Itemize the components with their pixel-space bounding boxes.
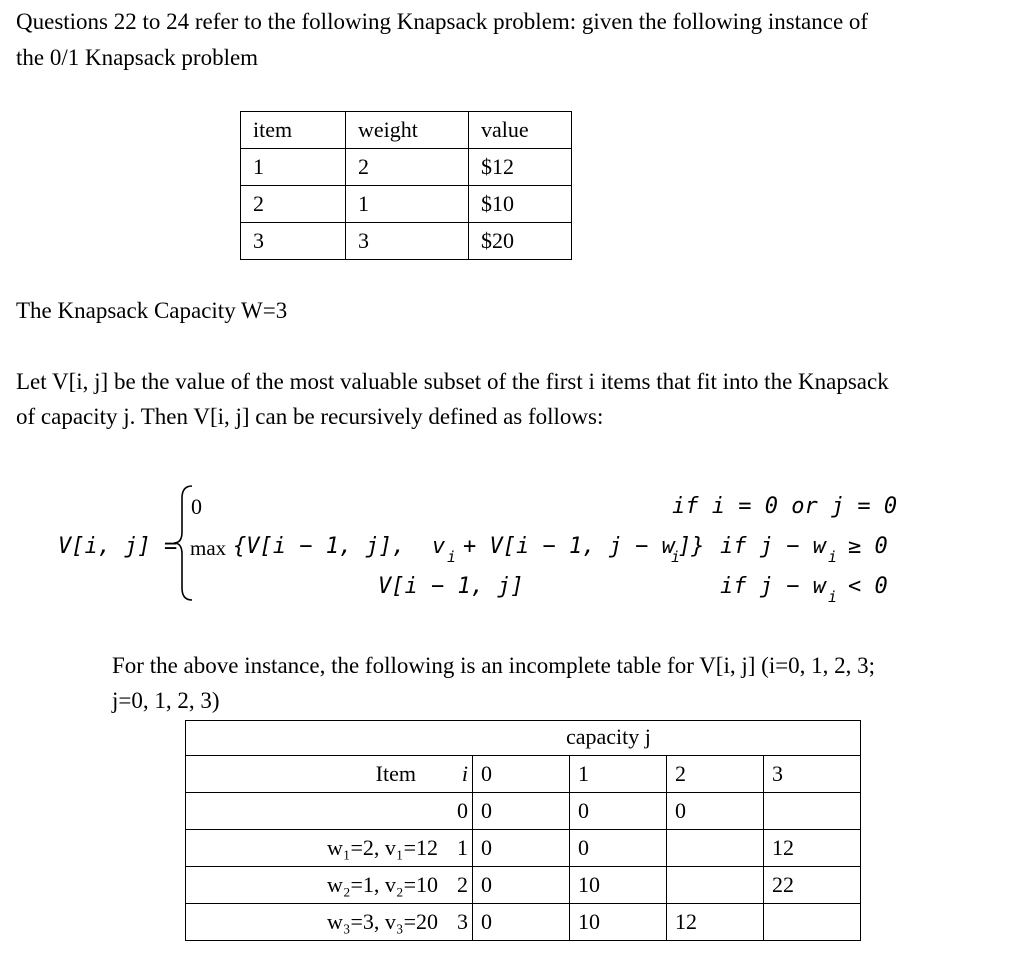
- definition-line-1: Let V[i, j] be the value of the most valuable subset of the first i items that fit into the Knapsack: [16, 369, 889, 394]
- case2-condition-rhs: ≥ 0: [848, 534, 888, 559]
- cell-weight: 1: [346, 186, 469, 223]
- cell-weight: 3: [346, 223, 469, 260]
- v-cell: 0: [473, 904, 570, 941]
- item-table-header: [241, 112, 572, 149]
- case2-term-a: {V[i − 1, j],: [233, 534, 406, 559]
- case2-term-d: ]}: [678, 534, 705, 559]
- header-weight: weight: [346, 112, 469, 149]
- v-cell: 10: [570, 904, 667, 941]
- v-cell: [764, 904, 861, 941]
- row-label: w₃=3, v₃=20: [186, 904, 447, 941]
- row-i: 1: [446, 830, 473, 867]
- row-i: 2: [446, 867, 473, 904]
- case3-condition-sub: i: [828, 588, 838, 606]
- cell-value: $12: [469, 149, 572, 186]
- case3-condition-rhs: < 0: [848, 574, 888, 599]
- cell-item: 1: [241, 149, 346, 186]
- v-cell: 22: [764, 867, 861, 904]
- instance-line-2: j=0, 1, 2, 3): [112, 688, 220, 713]
- v-cell: 0: [667, 793, 764, 830]
- intro-line-2: the 0/1 Knapsack problem: [16, 45, 259, 70]
- v-cell: 0: [570, 793, 667, 830]
- case2-condition-sub: i: [828, 548, 838, 566]
- case3-value: V[i − 1, j]: [378, 574, 524, 599]
- capacity-text: The Knapsack Capacity W=3: [16, 298, 288, 323]
- j-header: 2: [667, 756, 764, 793]
- case2-term-c: + V[i − 1, j − w: [463, 534, 675, 559]
- intro-line-1: Questions 22 to 24 refer to the following Knapsack problem: given the following instance of: [16, 9, 869, 34]
- item-table: [240, 111, 572, 260]
- table-row: [186, 793, 861, 830]
- table-row: [186, 830, 861, 867]
- v-cell: [667, 867, 764, 904]
- row-label: [186, 793, 447, 830]
- cell-item: 3: [241, 223, 346, 260]
- v-cell: 0: [473, 793, 570, 830]
- v-cell: 0: [570, 830, 667, 867]
- table-row: [241, 223, 572, 260]
- v-cell: 0: [473, 867, 570, 904]
- row-label: w₁=2, v₁=12: [186, 830, 447, 867]
- header-value: value: [469, 112, 572, 149]
- cell-value: $10: [469, 186, 572, 223]
- row-i: 0: [446, 793, 473, 830]
- case1-value: 0: [191, 494, 202, 519]
- case1-condition: if i = 0 or j = 0: [672, 494, 898, 519]
- recursive-formula: [0, 480, 1024, 610]
- table-row: [241, 186, 572, 223]
- v-table: [185, 720, 861, 941]
- instance-line-1: For the above instance, the following is an incomplete table for V[i, j] (i=0, 1, 2, 3;: [112, 653, 876, 678]
- j-header: 3: [764, 756, 861, 793]
- item-header: [186, 756, 447, 793]
- cell-item: 2: [241, 186, 346, 223]
- case2-term-c-sub: i: [671, 548, 681, 566]
- table-row: [241, 149, 572, 186]
- row-i: 3: [446, 904, 473, 941]
- case2-condition: if j − w: [720, 534, 826, 559]
- case2-max: max: [190, 536, 227, 560]
- j-header: 1: [570, 756, 667, 793]
- v-table-capacity-row: [186, 721, 861, 756]
- cell-value: $20: [469, 223, 572, 260]
- table-row: [186, 904, 861, 941]
- v-table-header-row: [186, 756, 861, 793]
- case3-condition: if j − w: [720, 574, 826, 599]
- v-cell: 12: [764, 830, 861, 867]
- row-label: w₂=1, v₂=10: [186, 867, 447, 904]
- definition-line-2: of capacity j. Then V[i, j] can be recursively defined as follows:: [16, 404, 604, 429]
- v-cell: 0: [473, 830, 570, 867]
- v-cell: 10: [570, 867, 667, 904]
- formula-lhs: V[i, j] =: [58, 534, 178, 559]
- item-header-label: Item: [375, 761, 416, 786]
- header-item: item: [241, 112, 346, 149]
- j-header: 0: [473, 756, 570, 793]
- v-cell: 12: [667, 904, 764, 941]
- capacity-header-cell: [186, 721, 861, 756]
- case2-term-v: v: [432, 534, 446, 559]
- capacity-header: capacity j: [566, 724, 651, 749]
- cell-weight: 2: [346, 149, 469, 186]
- case2-term-v-sub: i: [447, 548, 457, 566]
- table-row: [186, 867, 861, 904]
- v-cell: [667, 830, 764, 867]
- v-cell: [764, 793, 861, 830]
- i-header: i: [446, 756, 473, 793]
